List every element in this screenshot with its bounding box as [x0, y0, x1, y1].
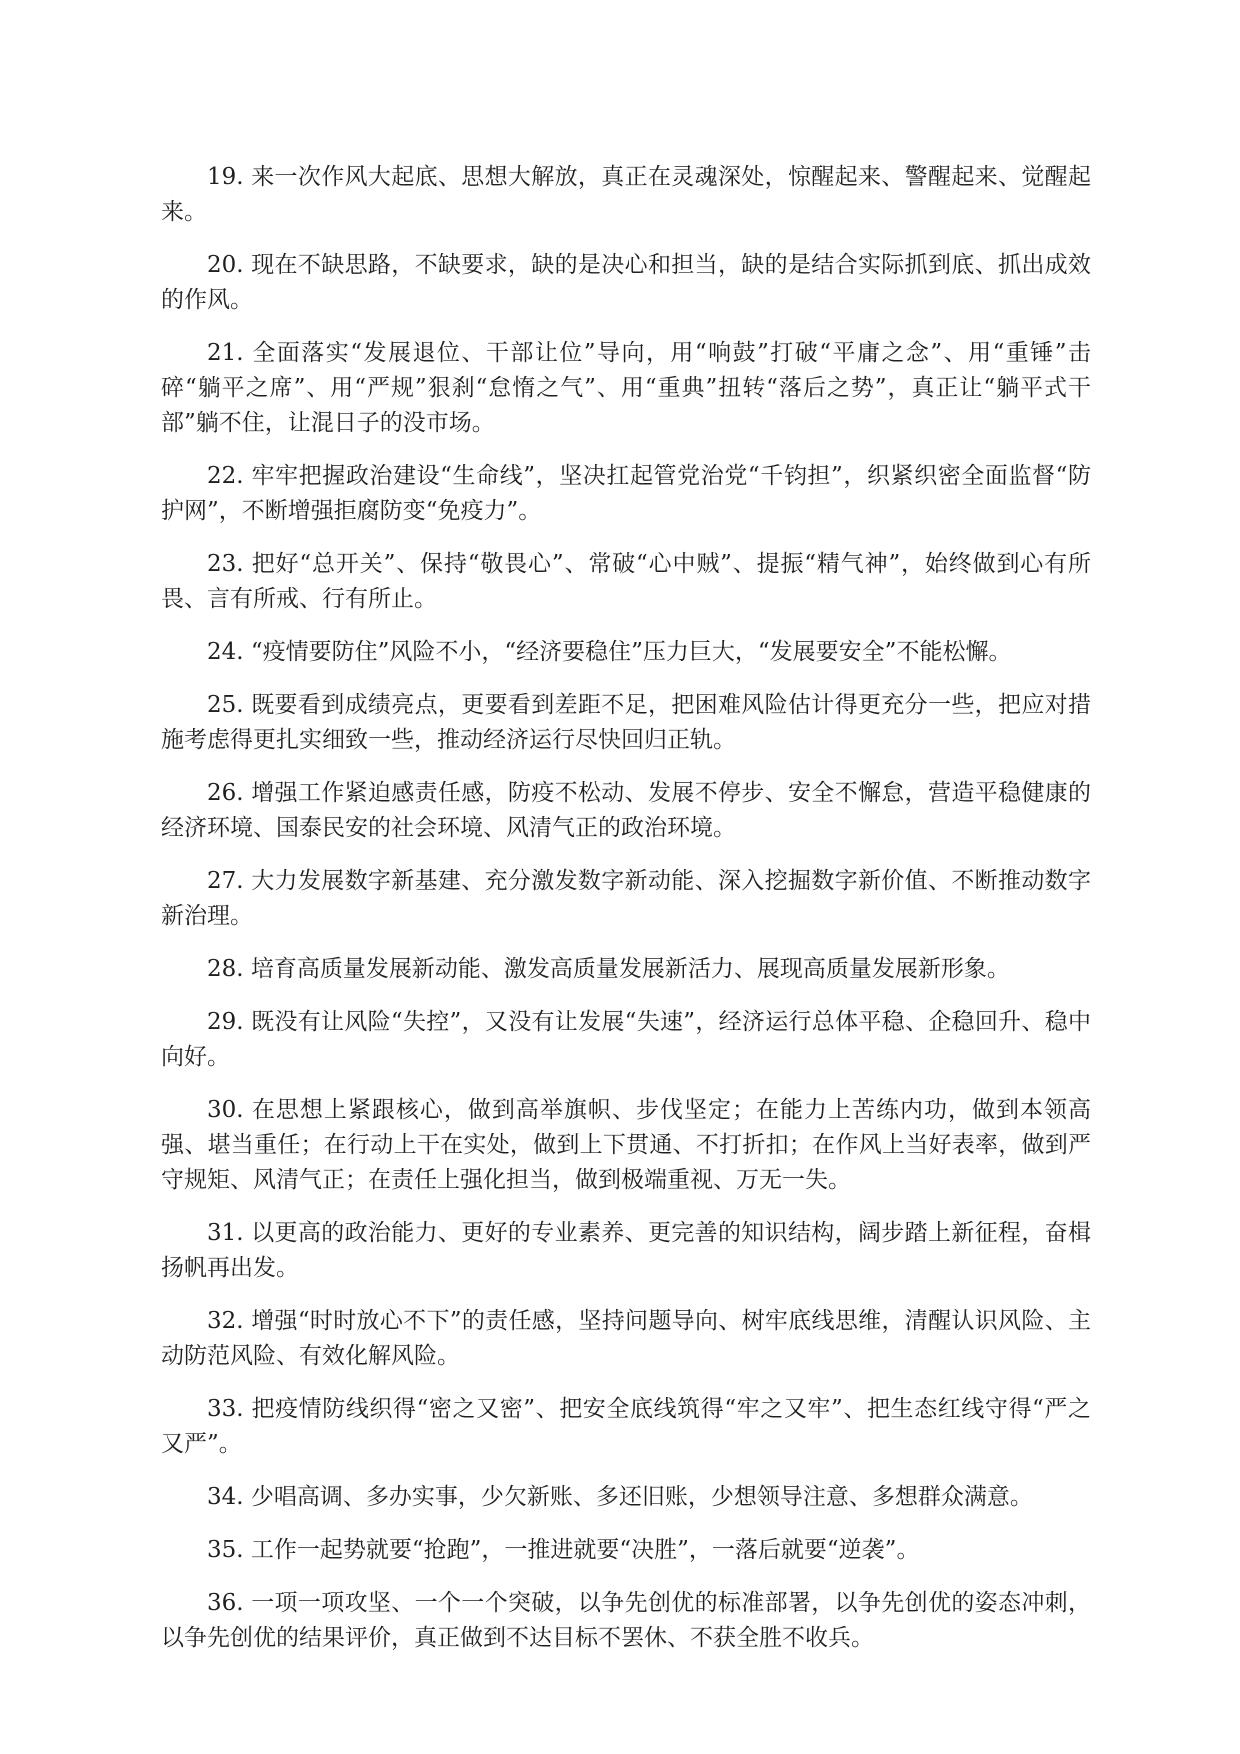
paragraph-36: 36. 一项一项攻坚、一个一个突破，以争先创优的标准部署，以争先创优的姿态冲刺，以争先创优的结果评价，真正做到不达目标不罢休、不获全胜不收兵。: [161, 1590, 1091, 1651]
document-body: [161, 160, 1091, 1674]
paragraph-26: 26. 增强工作紧迫感责任感，防疫不松动、发展不停步、安全不懈怠，营造平稳健康的经济环境、国泰民安的社会环境、风清气正的政治环境。: [161, 780, 1091, 841]
paragraph-28: 28. 培育高质量发展新动能、激发高质量发展新活力、展现高质量发展新形象。: [207, 956, 1010, 982]
paragraph-32: 32. 增强“时时放心不下”的责任感，坚持问题导向、树牢底线思维，清醒认识风险、主动防范风险、有效化解风险。: [161, 1308, 1091, 1369]
paragraph-31: 31. 以更高的政治能力、更好的专业素养、更完善的知识结构，阔步踏上新征程，奋楫扬帆再出发。: [161, 1220, 1091, 1281]
paragraph-29: 29. 既没有让风险“失控”，又没有让发展“失速”，经济运行总体平稳、企稳回升、稳中向好。: [161, 1009, 1091, 1070]
paragraph-27: 27. 大力发展数字新基建、充分激发数字新动能、深入挖掘数字新价值、不断推动数字新治理。: [161, 868, 1091, 929]
paragraph-25: 25. 既要看到成绩亮点，更要看到差距不足，把困难风险估计得更充分一些，把应对措施考虑得更扎实细致一些，推动经济运行尽快回归正轨。: [161, 692, 1091, 753]
paragraph-33: 33. 把疫情防线织得“密之又密”、把安全底线筑得“牢之又牢”、把生态红线守得“严之又严”。: [161, 1396, 1091, 1457]
paragraph-20: 20. 现在不缺思路，不缺要求，缺的是决心和担当，缺的是结合实际抓到底、抓出成效的作风。: [161, 252, 1091, 313]
paragraph-34: 34. 少唱高调、多办实事，少欠新账、多还旧账，少想领导注意、多想群众满意。: [207, 1484, 1033, 1510]
paragraph-35: 35. 工作一起势就要“抢跑”，一推进就要“决胜”，一落后就要“逆袭”。: [207, 1537, 920, 1563]
paragraph-24: 24. “疫情要防住”风险不小，“经济要稳住”压力巨大，“发展要安全”不能松懈。: [207, 639, 1012, 665]
paragraph-30: 30. 在思想上紧跟核心，做到高举旗帜、步伐坚定；在能力上苦练内功，做到本领高强、堪当重任；在行动上干在实处，做到上下贯通、不打折扣；在作风上当好表率，做到严守规矩、风清气正；在责任上强化担当，做到极端重视、万无一失。: [161, 1097, 1091, 1193]
paragraph-19: 19. 来一次作风大起底、思想大解放，真正在灵魂深处，惊醒起来、警醒起来、觉醒起来。: [161, 164, 1091, 225]
paragraph-23: 23. 把好“总开关”、保持“敬畏心”、常破“心中贼”、提振“精气神”，始终做到心有所畏、言有所戒、行有所止。: [161, 551, 1091, 612]
paragraph-22: 22. 牢牢把握政治建设“生命线”，坚决扛起管党治党“千钧担”，织紧织密全面监督“防护网”，不断增强拒腐防变“免疫力”。: [161, 463, 1091, 524]
paragraph-21: 21. 全面落实“发展退位、干部让位”导向，用“响鼓”打破“平庸之念”、用“重锤”击碎“躺平之席”、用“严规”狠刹“怠惰之气”、用“重典”扭转“落后之势”，真正让“躺平式干部”躺不住，让混日子的没市场。: [161, 340, 1091, 436]
